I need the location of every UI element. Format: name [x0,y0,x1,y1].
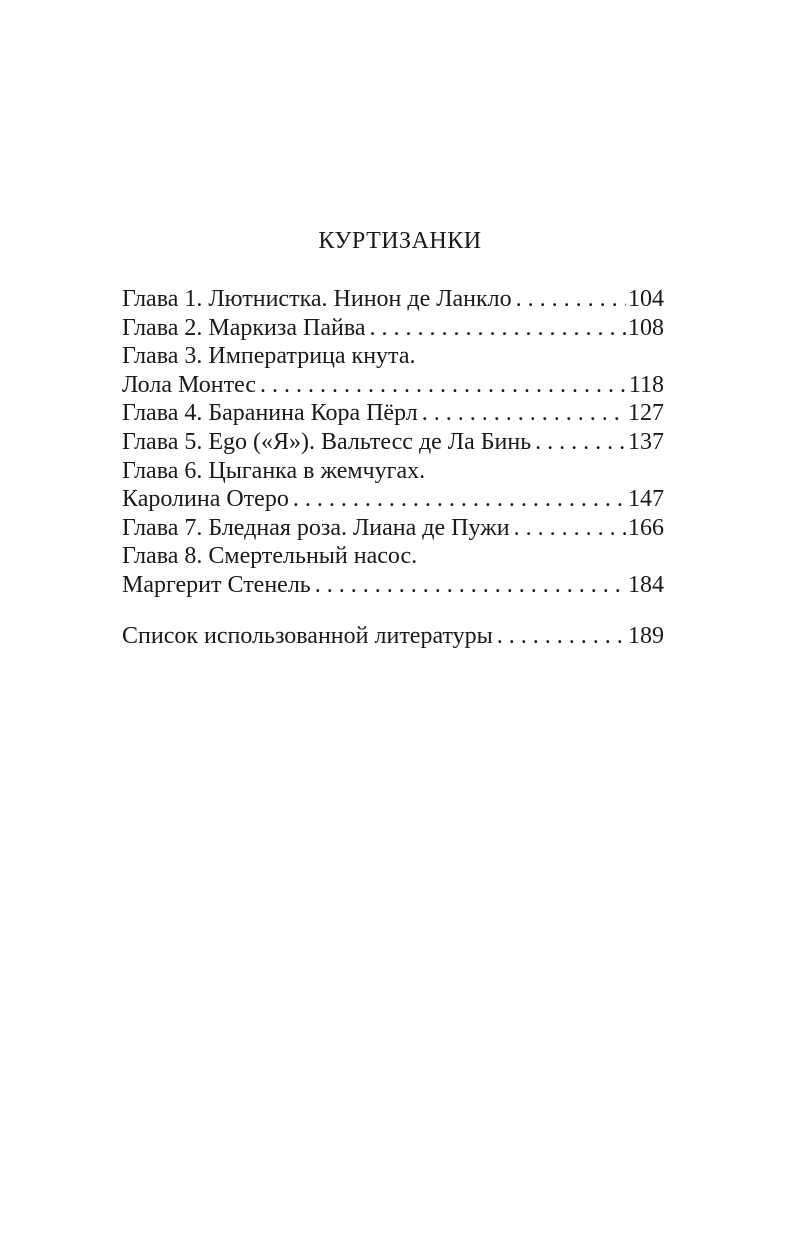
toc-leader-dots [422,399,626,428]
toc-spacer [122,600,664,622]
toc-entry-title: Глава 3. Императрица кнута. [122,343,416,370]
toc-entry-title: Каролина Отеро [122,486,289,513]
toc-entry-title: Глава 4. Баранина Кора Пёрл [122,400,418,427]
toc-entry-8-title [122,542,664,571]
toc-entry-7 [122,514,664,543]
toc-entry-page: 108 [628,314,664,341]
toc-entry-8 [122,571,664,600]
toc-entry-page: 166 [628,514,664,541]
toc-entry-3 [122,371,664,400]
toc-entry-6 [122,485,664,514]
toc-leader-dots [535,428,626,457]
toc-entry-4 [122,399,664,428]
toc-leader-dots [497,622,626,651]
toc-entry-page: 104 [628,286,664,312]
toc-entry-title: Глава 7. Бледная роза. Лиана де Пужи [122,514,510,541]
toc-entry-2 [122,314,664,343]
toc-entry-title: Глава 2. Маркиза Пайва [122,314,366,341]
toc-entry-title: Глава 1. Лютнистка. Нинон де Ланкло [122,286,512,312]
toc-entry-5 [122,428,664,457]
toc-entry-title: Лола Монтес [122,371,256,398]
toc-entry-page: 118 [628,371,664,398]
toc-leader-dots [370,314,627,343]
toc-entry-title: Глава 5. Ego («Я»). Вальтесс де Ла Бинь [122,428,532,455]
section-title: КУРТИЗАНКИ [318,228,482,254]
toc-entry-title: Глава 8. Смертельный насос. [122,543,418,570]
toc-entry-bibliography [122,622,664,651]
toc-leader-dots [260,371,627,400]
toc-leader-dots [516,285,626,314]
toc-leader-dots [293,485,626,514]
toc-entry-title: Маргерит Стенель [122,571,311,598]
toc-entry-page: 147 [628,486,664,513]
toc-entry-1 [122,285,664,314]
table-of-contents [122,285,664,650]
toc-leader-dots [315,571,626,600]
toc-entry-3-title [122,342,664,371]
toc-entry-6-title [122,457,664,486]
toc-entry-page: 127 [628,400,664,427]
toc-entry-title: Список использованной литературы [122,622,493,649]
toc-entry-title: Глава 6. Цыганка в жемчугах. [122,457,426,484]
toc-entry-page: 184 [628,571,664,598]
toc-leader-dots [514,514,626,543]
toc-entry-page: 189 [628,622,664,649]
toc-entry-page: 137 [628,428,664,455]
